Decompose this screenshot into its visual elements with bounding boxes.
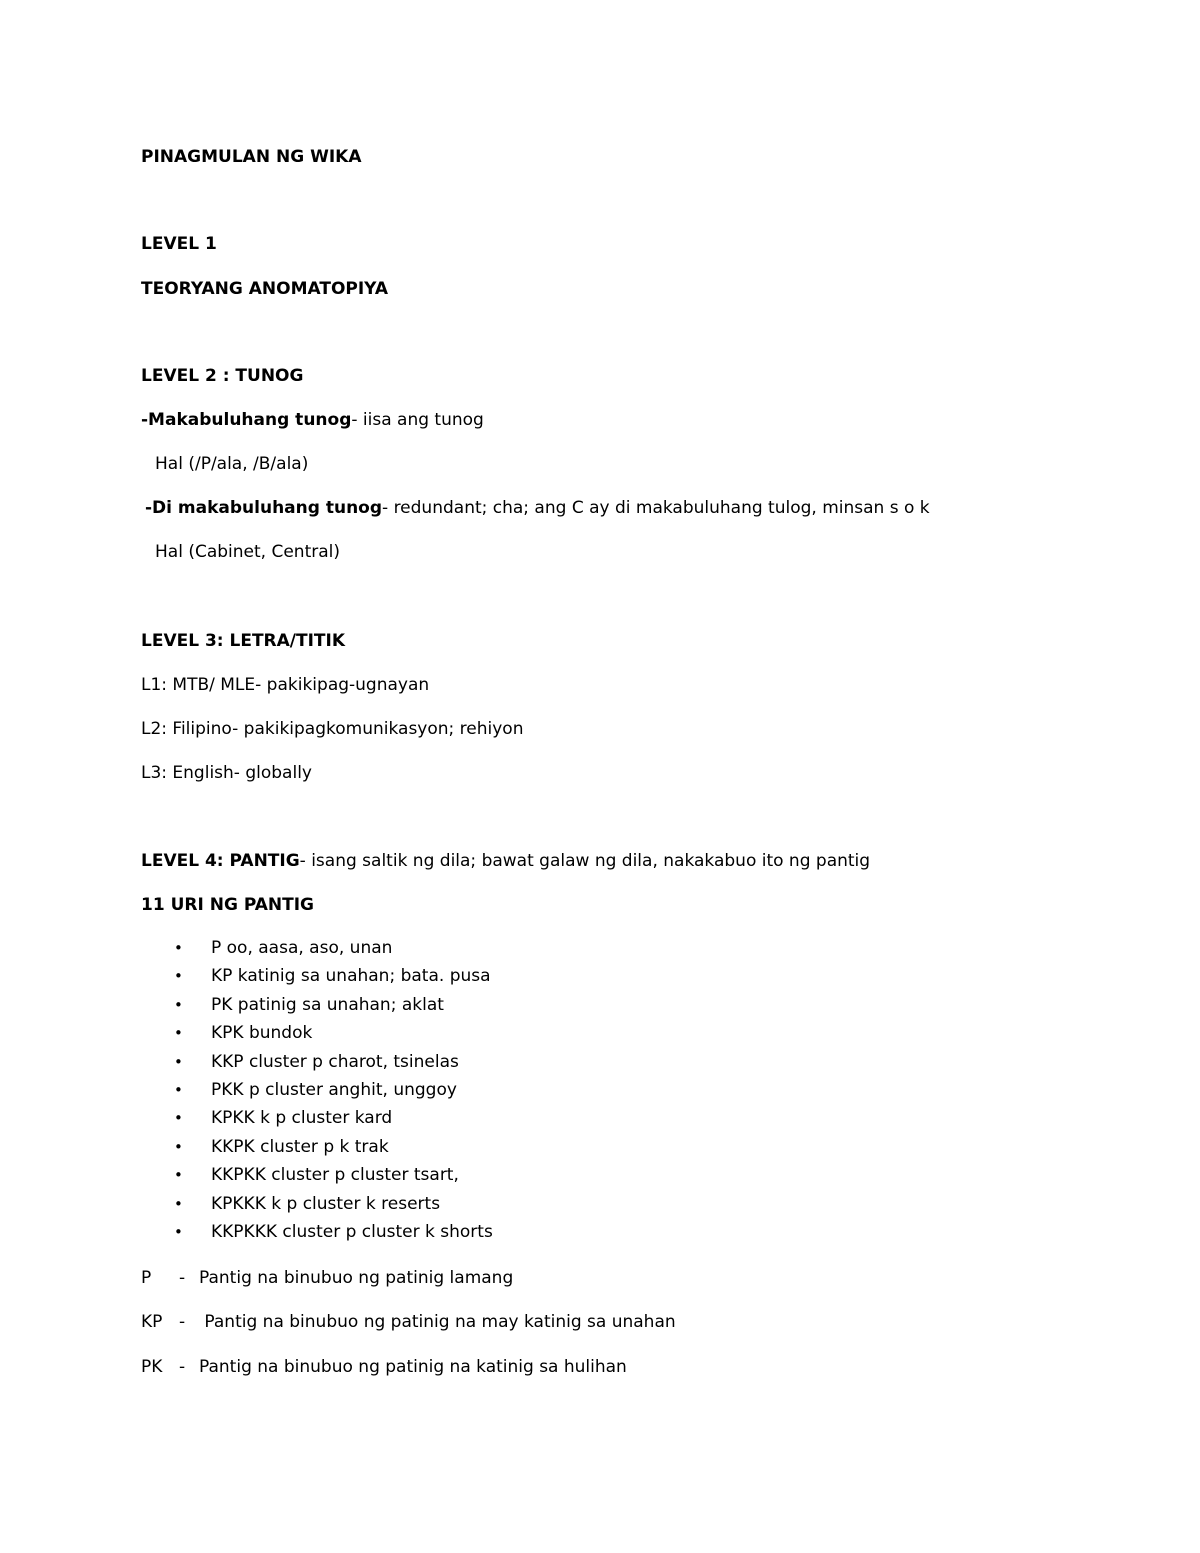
level-4-definition: - isang saltik ng dila; bawat galaw ng dila, nakakabuo ito ng pantig [299,851,871,871]
bullet-icon: • [174,939,183,957]
makabuluhang-tunog-definition: - iisa ang tunog [351,410,484,430]
level-4-term: LEVEL 4: PANTIG [141,851,300,871]
bullet-icon: • [174,1080,183,1099]
bullet-icon: • [174,1137,183,1156]
bullet-icon: • [174,995,183,1014]
definition-p [141,1267,513,1289]
definition-text: Pantig na binubuo ng patinig na may katinig sa unahan [199,1312,676,1332]
level-4-line [141,850,870,872]
definition-code: PK [141,1357,163,1377]
definition-text: Pantig na binubuo ng patinig na katinig sa hulihan [199,1357,627,1377]
document-title: PINAGMULAN NG WIKA [141,147,362,167]
level-1-theory: TEORYANG ANOMATOPIYA [141,279,389,299]
di-makabuluhang-tunog-definition: - redundant; cha; ang C ay di makabuluhang tulog, minsan s o k [382,498,930,518]
di-makabuluhang-tunog-example: Hal (Cabinet, Central) [155,542,340,562]
bullet-icon: • [174,1052,183,1071]
bullet-icon: • [174,1109,183,1128]
level-1-heading: LEVEL 1 [141,234,217,254]
document-page: PINAGMULAN NG WIKA LEVEL 1 TEORYANG ANOMATOPIYA LEVEL 2 : TUNOG -Makabuluhang tunog- iisa ang tunog Hal (/P/ala, /B/ala) -Di makabuluhang tunog- redundant; cha; ang C ay di makabuluhang tulog, minsan s o k Hal (Cabinet, Central) LEVEL 3: LETRA/TITIK L1: MTB/ MLE- pakikipag-ugnayan L2: Filipino- pakikipagkomunikasyon; rehiyon L3: English- globally LEVEL 4: PANTIG- isang saltik ng dila; bawat galaw ng dila, nakakabuo ito ng pantig 11 URI NG PANTIG • P oo, aasa, aso, unan • KP katinig sa unahan; bata. pusa • PK patinig sa unahan; aklat • KPK bundok • KKP cluster p charot, tsinelas • PKK p cluster anghit, unggoy • KPKK k p cluster kard • KKPK cluster p k trak • KKPKK cluster p cluster tsart, • KPKKK k p cluster k reserts • KKPKKK cluster p cluster k shorts P - Pantig na binubuo ng patinig lamang KP - Pantig na binubuo ng patinig na may katinig sa unahan PK - Pantig na binubuo ng patinig na katinig sa hulihan [0,0,1200,1553]
uri-ng-pantig-heading: 11 URI NG PANTIG [141,895,314,915]
bullet-icon: • [174,1194,183,1213]
level-3-l1: L1: MTB/ MLE- pakikipag-ugnayan [141,675,430,695]
definition-code: P [141,1268,152,1288]
bullet-icon: • [174,1222,183,1241]
level-3-heading: LEVEL 3: LETRA/TITIK [141,631,346,651]
bullet-icon: • [174,1166,183,1185]
makabuluhang-tunog-line [141,409,484,431]
definition-code: KP [141,1312,163,1332]
definition-text: Pantig na binubuo ng patinig lamang [199,1268,514,1288]
level-3-l3: L3: English- globally [141,763,312,783]
definition-kp [141,1311,676,1333]
bullet-icon: • [174,1024,183,1043]
di-makabuluhang-tunog-line [145,497,930,519]
definition-dash: - [179,1357,186,1377]
makabuluhang-tunog-term: -Makabuluhang tunog [141,410,352,430]
definition-pk [141,1356,627,1378]
definition-dash: - [179,1268,186,1288]
makabuluhang-tunog-example: Hal (/P/ala, /B/ala) [155,454,309,474]
level-3-l2: L2: Filipino- pakikipagkomunikasyon; rehiyon [141,719,524,739]
level-2-heading: LEVEL 2 : TUNOG [141,366,304,386]
di-makabuluhang-tunog-term: -Di makabuluhang tunog [145,498,383,518]
bullet-icon: • [174,967,183,986]
definition-dash: - [179,1312,186,1332]
